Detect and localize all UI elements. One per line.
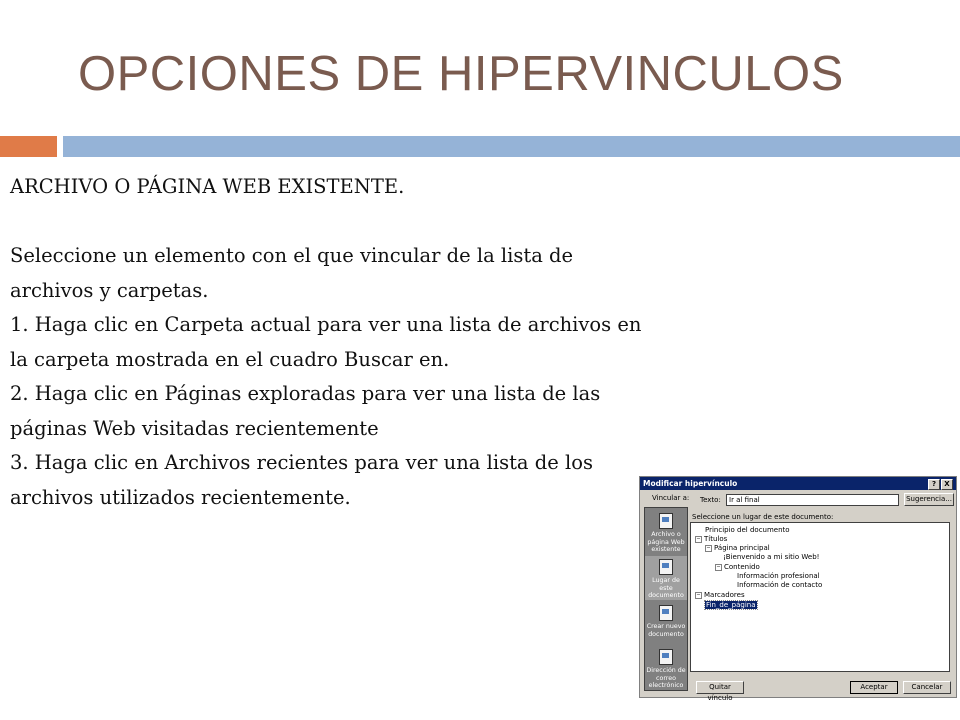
- email-icon: [659, 649, 673, 665]
- sidebar-item-new-document[interactable]: [645, 602, 687, 644]
- body-line-1: 1. Haga clic en Carpeta actual para ver una lista de archivos en la carpeta mostrada en el cuadro Buscar en.: [10, 313, 642, 371]
- tree-node[interactable]: − Contenido: [716, 563, 760, 571]
- new-document-icon: [659, 605, 673, 621]
- sidebar-item-existing-file[interactable]: [645, 510, 687, 554]
- tree-node[interactable]: Información profesional: [737, 572, 820, 580]
- link-type-sidebar: [644, 507, 688, 691]
- dialog-titlebar: [640, 477, 956, 490]
- body-heading: ARCHIVO O PÁGINA WEB EXISTENTE.: [10, 175, 405, 198]
- slide-body: [10, 170, 650, 515]
- collapse-icon: −: [716, 563, 721, 570]
- sugerencia-button[interactable]: Sugerencia...: [904, 493, 954, 506]
- web-page-icon: [659, 513, 673, 529]
- collapse-icon: −: [696, 535, 701, 542]
- help-button[interactable]: ?: [928, 479, 940, 490]
- sidebar-item-label: Lugar de este documento: [648, 577, 684, 599]
- slide-title: OPCIONES DE HIPERVINCULOS: [78, 47, 844, 101]
- close-button[interactable]: X: [941, 479, 953, 490]
- texto-input[interactable]: Ir al final: [726, 494, 899, 506]
- tree-node[interactable]: Información de contacto: [737, 581, 823, 589]
- body-line-2: 2. Haga clic en Páginas exploradas para ver una lista de las páginas Web visitadas recientemente: [10, 382, 601, 440]
- quitar-vinculo-button[interactable]: Quitar vínculo: [696, 681, 744, 694]
- hyperlink-dialog-screenshot: [639, 476, 957, 702]
- accent-bar-blue: [63, 136, 960, 157]
- body-line-3: 3. Haga clic en Archivos recientes para ver una lista de los archivos utilizados recientemente.: [10, 451, 593, 509]
- sidebar-item-label: Dirección de correo electrónico: [646, 667, 686, 689]
- tree-node-selected[interactable]: Fin_de_página: [706, 601, 756, 609]
- collapse-icon: −: [696, 591, 701, 598]
- tree-node[interactable]: ¡Bienvenido a mi sitio Web!: [723, 553, 820, 561]
- tree-node[interactable]: − Página principal: [706, 544, 770, 552]
- sidebar-item-label: Crear nuevo documento: [646, 623, 686, 638]
- body-line-intro: Seleccione un elemento con el que vincular de la lista de archivos y carpetas.: [10, 244, 574, 302]
- collapse-icon: −: [706, 544, 711, 551]
- body-spacer: [10, 205, 650, 240]
- select-place-label: Seleccione un lugar de este documento:: [692, 513, 834, 521]
- cancelar-button[interactable]: Cancelar: [903, 681, 951, 694]
- aceptar-button[interactable]: Aceptar: [850, 681, 898, 694]
- sidebar-item-email[interactable]: [645, 646, 687, 688]
- dialog-title: Modificar hipervínculo: [643, 479, 738, 488]
- sidebar-item-this-document[interactable]: [645, 556, 687, 600]
- document-place-icon: [659, 559, 673, 575]
- document-tree: [690, 522, 950, 672]
- tree-node[interactable]: − Marcadores: [696, 591, 745, 599]
- sidebar-item-label: Archivo o página Web existente: [647, 531, 685, 553]
- tree-node[interactable]: − Títulos: [696, 535, 728, 543]
- vincular-label: Vincular a:: [652, 494, 690, 502]
- accent-bar-orange: [0, 136, 57, 157]
- tree-node[interactable]: Principio del documento: [705, 526, 790, 534]
- texto-label: Texto:: [700, 496, 721, 504]
